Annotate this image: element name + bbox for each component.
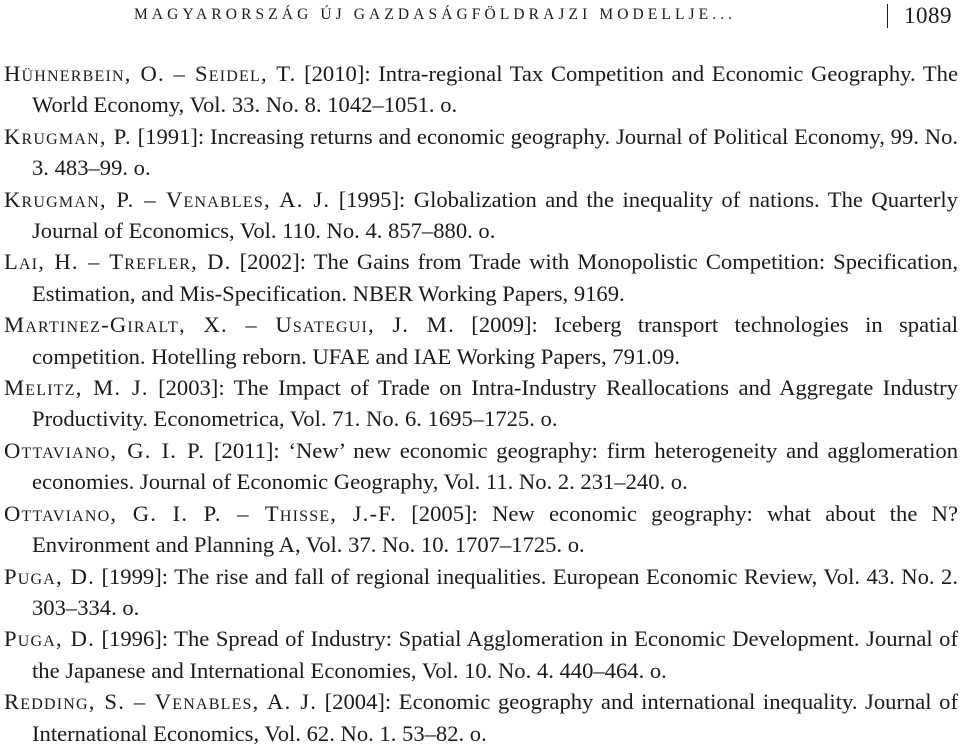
reference-entry [4,498,958,561]
reference-details: [2003]: The Impact of Trade on Intra-Industry Reallocations and Aggregate Industry Productivity. Econometrica, Vol. 71. No. 6. 1695–1725. o. [32,375,958,432]
reference-entry [4,184,958,247]
reference-authors: Redding, S. – Venables, A. J. [4,689,318,715]
running-header [0,0,960,34]
reference-entry [4,435,958,498]
reference-entry [4,121,958,184]
reference-authors: Lai, H. – Trefler, D. [4,249,232,275]
reference-authors: Puga, D. [4,626,95,652]
reference-authors: Martinez-Giralt, X. – Usategui, J. M. [4,312,455,338]
reference-details: [1995]: Globalization and the inequality of nations. The Quarterly Journal of Economics, Vol. 110. No. 4. 857–880. o. [32,186,958,244]
reference-details: [1996]: The Spread of Industry: Spatial Agglomeration in Economic Development. Journal of the Japanese and International Economies, Vol. 10. No. 4. 440–464. o. [32,626,958,683]
page-number: 1089 [904,3,952,28]
reference-authors: Puga, D. [4,563,95,589]
reference-details: [2005]: New economic geography: what about the N? Environment and Planning A, Vol. 37. No. 10. 1707–1725. o. [32,500,958,558]
reference-authors: Hühnerbein, O. – Seidel, T. [4,61,297,86]
header-divider [887,4,888,28]
reference-details: [2010]: Intra-regional Tax Competition and Economic Geography. The World Economy, Vol. 33. No. 8. 1042–1051. o. [32,61,958,118]
running-title: MAGYARORSZÁG ÚJ GAZDASÁGFÖLDRAJZI MODELLJE... [134,6,737,23]
reference-details: [2002]: The Gains from Trade with Monopolistic Competition: Specification, Estimation, and Mis-Specification. NBER Working Papers, 9169. [32,249,958,306]
reference-entry [4,58,958,121]
reference-details: [1999]: The rise and fall of regional inequalities. European Economic Review, Vol. 43. No. 2. 303–334. o. [32,563,958,620]
reference-entry [4,686,958,749]
reference-list [4,58,958,749]
reference-authors: Krugman, P. [4,123,132,149]
reference-details: [2004]: Economic geography and international inequality. Journal of International Economics, Vol. 62. No. 1. 53–82. o. [32,689,958,746]
reference-details: [1991]: Increasing returns and economic geography. Journal of Political Economy, 99. No. 3. 483–99. o. [32,123,959,181]
reference-entry [4,309,958,372]
reference-authors: Krugman, P. – Venables, A. J. [4,186,331,212]
reference-details: [2011]: ‘New’ new economic geography: firm heterogeneity and agglomeration economies. Journal of Economic Geography, Vol. 11. No. 2. 231–240. o. [32,437,958,495]
reference-entry [4,561,958,624]
reference-entry [4,623,958,686]
reference-entry [4,246,958,309]
reference-authors: Ottaviano, G. I. P. [4,437,206,463]
reference-authors: Ottaviano, G. I. P. – Thisse, J.-F. [4,500,397,526]
reference-entry [4,372,958,435]
reference-authors: Melitz, M. J. [4,375,149,401]
reference-details: [2009]: Iceberg transport technologies in spatial competition. Hotelling reborn. UFAE and IAE Working Papers, 791.09. [32,312,958,369]
